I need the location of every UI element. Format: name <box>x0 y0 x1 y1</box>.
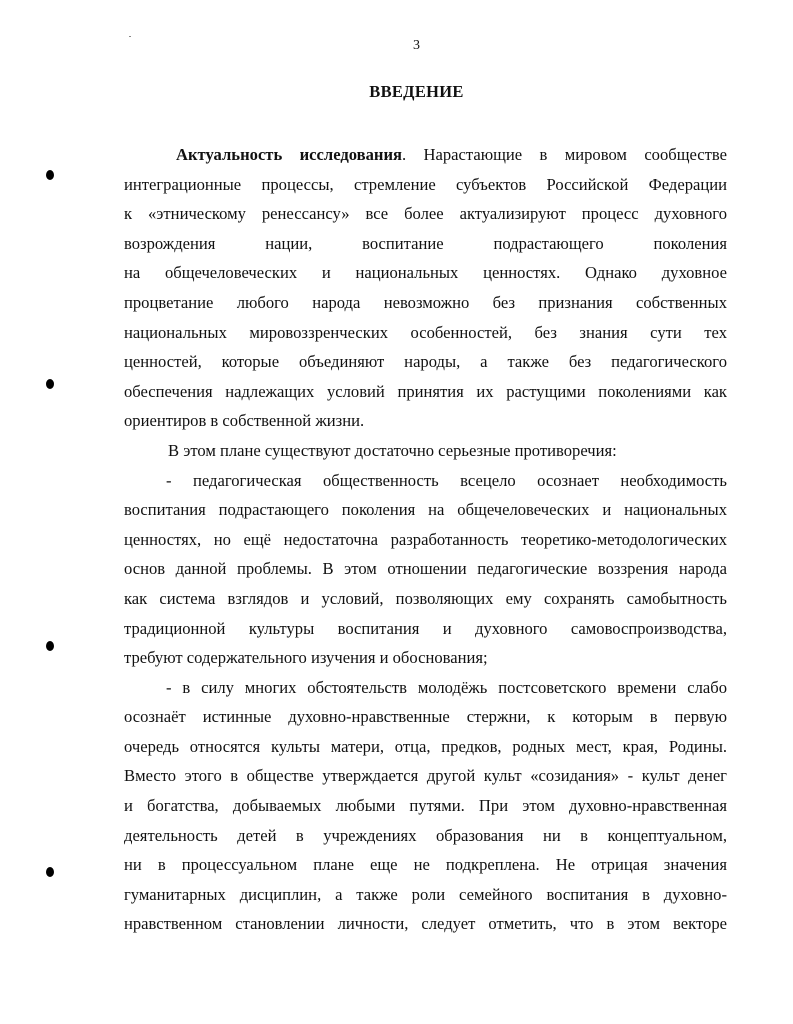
paragraph-line: к «этническому ренессансу» все более актуализируют процесс духовного <box>124 204 727 224</box>
paragraph-line: ни в процессуальном плане еще не подкреплена. Не отрицая значения <box>124 855 727 875</box>
paragraph-line <box>124 140 727 170</box>
binder-hole-mark <box>46 867 54 877</box>
binder-hole-mark <box>46 170 54 180</box>
binder-hole-mark <box>46 641 54 651</box>
paragraph-line: на общечеловеческих и национальных ценностях. Однако духовное <box>124 263 727 283</box>
document-body <box>124 140 727 939</box>
paragraph-line: требуют содержательного изучения и обоснования; <box>124 648 488 668</box>
paragraph-line: гуманитарных дисциплин, а также роли семейного воспитания в духовно- <box>124 884 727 904</box>
paragraph-line: процветание любого народа невозможно без признания собственных <box>124 292 727 312</box>
scan-speck <box>129 36 131 37</box>
paragraph-text: . Нарастающие в мировом сообществе <box>402 145 727 164</box>
paragraph-line: Вместо этого в обществе утверждается другой культ «созидания» - культ денег <box>124 766 727 786</box>
paragraph-line: ценностях, но ещё недостаточна разработанность теоретико-методологических <box>124 529 727 549</box>
paragraph-line: нравственном становлении личности, следует отметить, что в этом векторе <box>124 914 727 934</box>
page-title: ВВЕДЕНИЕ <box>369 82 464 101</box>
paragraph-line: национальных мировоззренческих особенностей, без знания сути тех <box>124 322 727 342</box>
lead-term: Актуальность исследования <box>176 145 402 164</box>
paragraph-line: осознаёт истинные духовно-нравственные стержни, к которым в первую <box>124 707 727 727</box>
paragraph-line: В этом плане существуют достаточно серьезные противоречия: <box>168 440 617 460</box>
paragraph-line: ориентиров в собственной жизни. <box>124 411 365 431</box>
paragraph-line: обеспечения надлежащих условий принятия их растущими поколениями как <box>124 381 727 401</box>
binder-hole-mark <box>46 379 54 389</box>
paragraph-line: основ данной проблемы. В этом отношении педагогические воззрения народа <box>124 559 727 579</box>
paragraph-line: очередь относятся культы матери, отца, предков, родных мест, края, Родины. <box>124 736 727 756</box>
paragraph-line: деятельность детей в учреждениях образования ни в концептуальном, <box>124 825 727 845</box>
paragraph-line: - в силу многих обстоятельств молодёжь постсоветского времени слабо <box>166 677 727 697</box>
paragraph-line: возрождения нации, воспитание подрастающего поколения <box>124 233 727 253</box>
paragraph-line: как система взглядов и условий, позволяющих ему сохранять самобытность <box>124 588 727 608</box>
paragraph-line: традиционной культуры воспитания и духовного самовоспроизводства, <box>124 618 727 638</box>
paragraph-line: ценностей, которые объединяют народы, а также без педагогического <box>124 352 727 372</box>
page-number: 3 <box>413 38 420 53</box>
paragraph-line: - педагогическая общественность всецело осознает необходимость <box>166 470 727 490</box>
paragraph-line: воспитания подрастающего поколения на общечеловеческих и национальных <box>124 500 727 520</box>
paragraph-line: интеграционные процессы, стремление субъектов Российской Федерации <box>124 174 727 194</box>
paragraph-line: и богатства, добываемых любыми путями. При этом духовно-нравственная <box>124 796 727 816</box>
